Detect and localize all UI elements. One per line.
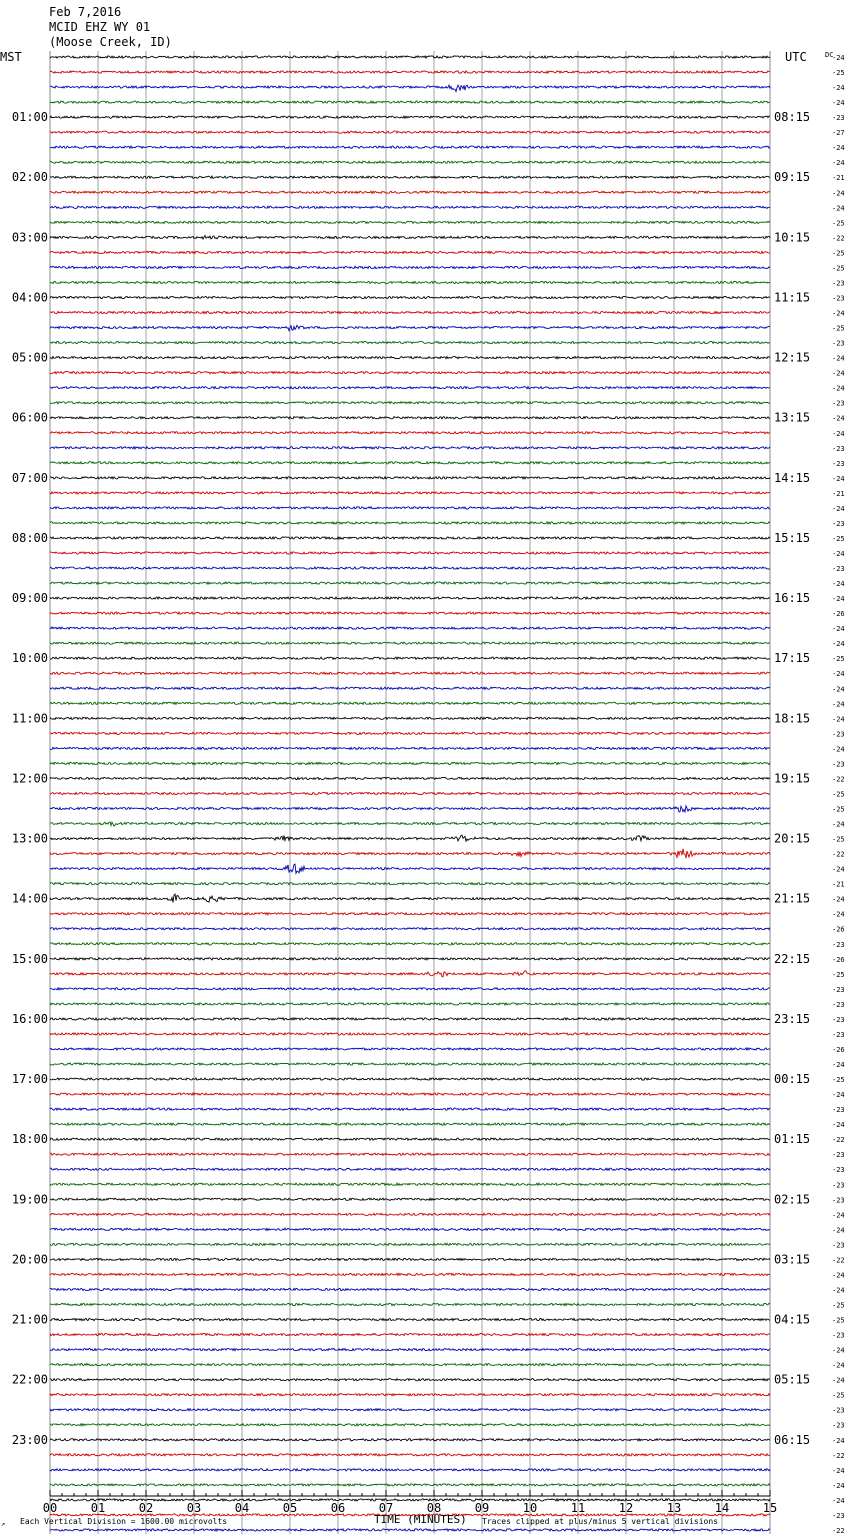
dc-offset-label: -23	[832, 1000, 845, 1009]
dc-offset-label: -24	[832, 354, 845, 363]
dc-offset-label: -25	[832, 790, 845, 799]
trace-row	[50, 1364, 770, 1366]
dc-offset-label: -24	[832, 1226, 845, 1235]
x-axis-title: TIME (MINUTES)	[374, 1513, 467, 1526]
trace-row	[50, 943, 770, 945]
dc-offset-label: -23	[832, 519, 845, 528]
trace-row	[50, 988, 770, 990]
trace-lines	[50, 56, 770, 1534]
trace-row	[50, 116, 770, 118]
dc-offset-label: -24	[832, 189, 845, 198]
dc-offset-label: -24	[832, 1481, 845, 1490]
dc-offset-label: -24	[832, 204, 845, 213]
dc-offset-label: -25	[832, 835, 845, 844]
trace-row	[50, 537, 770, 539]
x-tick-label: 11	[570, 1501, 586, 1515]
trace-row	[50, 281, 770, 283]
dc-offset-label: -24	[832, 144, 845, 153]
dc-offset-label: -24	[832, 1361, 845, 1370]
mst-hour-label: 04:00	[11, 290, 48, 305]
dc-offset-label: -24	[832, 99, 845, 108]
trace-row	[50, 1243, 770, 1245]
dc-offset-label: -25	[832, 1316, 845, 1325]
dc-offset-label: -24	[832, 474, 845, 483]
dc-offset-label: -24	[832, 1211, 845, 1220]
trace-row	[50, 522, 770, 524]
trace-row	[50, 1168, 770, 1170]
dc-offset-label: -23	[832, 294, 845, 303]
utc-hour-label: 15:15	[774, 530, 811, 545]
mst-hour-label: 22:00	[11, 1372, 48, 1387]
dc-offset-label: -26	[832, 1045, 845, 1054]
dc-offset-label: -23	[832, 279, 845, 288]
trace-row	[50, 311, 770, 313]
trace-row	[50, 1409, 770, 1411]
scale-note: Each Vertical Division = 1600.00 microvolts	[20, 1517, 228, 1526]
dc-offset-label: -23	[832, 1030, 845, 1039]
trace-row	[50, 236, 770, 240]
dc-offset-label: -23	[832, 985, 845, 994]
dc-offset-label: -23	[832, 1511, 845, 1520]
dc-offset-label: -24	[832, 414, 845, 423]
utc-hour-label: 19:15	[774, 771, 811, 786]
trace-row	[50, 687, 770, 689]
utc-hour-label: 13:15	[774, 410, 811, 425]
trace-row	[50, 1258, 770, 1260]
dc-offset-label: -22	[832, 234, 845, 243]
trace-row	[50, 206, 770, 208]
utc-hour-label: 01:15	[774, 1132, 811, 1147]
mst-hour-labels	[12, 110, 48, 1447]
dc-offset-label: -23	[832, 760, 845, 769]
dc-offset-label: -25	[832, 264, 845, 273]
grid-lines	[50, 51, 770, 1534]
utc-axis-label: UTC	[785, 50, 807, 64]
dc-offset-label: -22	[832, 1526, 845, 1534]
trace-row	[50, 1273, 770, 1275]
dc-label: DC	[825, 51, 834, 59]
trace-row	[50, 462, 770, 464]
mst-hour-label: 01:00	[11, 110, 48, 125]
trace-row	[50, 567, 770, 569]
trace-row	[50, 477, 770, 479]
dc-offset-label: -22	[832, 850, 845, 859]
utc-hour-label: 00:15	[774, 1072, 811, 1087]
dc-offset-label: -24	[832, 715, 845, 724]
trace-row	[50, 342, 770, 344]
dc-offset-label: -27	[832, 129, 845, 138]
dc-offset-label: -25	[832, 805, 845, 814]
dc-offset-label: -26	[832, 955, 845, 964]
mst-hour-label: 11:00	[11, 711, 48, 726]
dc-offset-label: -23	[832, 1151, 845, 1160]
trace-row	[50, 1213, 770, 1215]
dc-offset-label: -24	[832, 745, 845, 754]
trace-row	[50, 582, 770, 584]
trace-row	[50, 1138, 770, 1140]
trace-row	[50, 85, 770, 92]
trace-row	[50, 1424, 770, 1426]
dc-offset-label: -23	[832, 339, 845, 348]
trace-row	[50, 357, 770, 359]
trace-row	[50, 1454, 770, 1456]
dc-offset-label: -23	[832, 1181, 845, 1190]
utc-hour-label: 22:15	[774, 951, 811, 966]
x-tick-label: 05	[282, 1501, 298, 1515]
dc-offset-label: -26	[832, 610, 845, 619]
trace-row	[50, 1093, 770, 1095]
dc-offset-label: -23	[832, 1406, 845, 1415]
trace-row	[50, 1529, 770, 1531]
dc-offset-label: -24	[832, 84, 845, 93]
trace-row	[50, 1334, 770, 1336]
utc-hour-label: 20:15	[774, 831, 811, 846]
dc-offset-label: -25	[832, 69, 845, 78]
trace-row	[50, 928, 770, 930]
trace-row	[50, 372, 770, 374]
dc-offset-label: -26	[832, 925, 845, 934]
x-tick-label: 14	[714, 1501, 730, 1515]
mst-hour-label: 05:00	[11, 350, 48, 365]
trace-row	[50, 732, 770, 734]
trace-row	[50, 1183, 770, 1185]
dc-offset-label: -24	[832, 504, 845, 513]
dc-offset-label: -21	[832, 174, 845, 183]
dc-offset-label: -23	[832, 114, 845, 123]
utc-hour-label: 12:15	[774, 350, 811, 365]
header-block	[49, 5, 172, 49]
trace-row	[50, 387, 770, 389]
x-tick-label: 07	[378, 1501, 394, 1515]
utc-hour-label: 03:15	[774, 1252, 811, 1267]
trace-row	[50, 792, 770, 794]
mst-hour-label: 07:00	[11, 470, 48, 485]
dc-offset-label: -24	[832, 1091, 845, 1100]
header-station: MCID EHZ WY 01	[49, 20, 151, 34]
dc-offset-label: -24	[832, 1466, 845, 1475]
mst-axis-label: MST	[0, 50, 22, 64]
dc-offset-label: -23	[832, 565, 845, 574]
utc-hour-label: 05:15	[774, 1372, 811, 1387]
utc-hour-label: 16:15	[774, 591, 811, 606]
trace-row	[50, 822, 770, 826]
trace-row	[50, 835, 770, 841]
x-tick-label: 13	[666, 1501, 682, 1515]
utc-hour-label: 10:15	[774, 230, 811, 245]
utc-hour-label: 06:15	[774, 1432, 811, 1447]
x-tick-label: 09	[474, 1501, 490, 1515]
dc-offset-label: -23	[832, 399, 845, 408]
trace-row	[50, 1349, 770, 1351]
trace-row	[50, 1318, 770, 1320]
dc-offset-label: -24	[832, 640, 845, 649]
mst-hour-label: 21:00	[11, 1312, 48, 1327]
trace-row	[50, 221, 770, 223]
utc-hour-label: 21:15	[774, 891, 811, 906]
dc-offset-label: -23	[832, 730, 845, 739]
trace-row	[50, 913, 770, 915]
dc-offset-label: -22	[832, 775, 845, 784]
mst-hour-label: 19:00	[11, 1192, 48, 1207]
trace-row	[50, 627, 770, 629]
trace-row	[50, 1228, 770, 1230]
utc-hour-label: 17:15	[774, 651, 811, 666]
x-tick-label: 03	[186, 1501, 202, 1515]
header-location: (Moose Creek, ID)	[49, 35, 172, 49]
dc-offset-label: -24	[832, 595, 845, 604]
trace-row	[50, 266, 770, 268]
header-date: Feb 7,2016	[49, 5, 122, 19]
mst-hour-label: 12:00	[11, 771, 48, 786]
trace-row	[50, 131, 770, 133]
utc-hour-label: 08:15	[774, 110, 811, 125]
dc-offset-label: -24	[832, 1436, 845, 1445]
trace-row	[50, 1469, 770, 1471]
trace-row	[50, 1303, 770, 1305]
dc-offset-label: -24	[832, 1271, 845, 1280]
trace-row	[50, 1499, 770, 1501]
trace-row	[50, 432, 770, 434]
dc-offset-label: -24	[832, 309, 845, 318]
dc-offset-label: -23	[832, 1331, 845, 1340]
trace-row	[50, 612, 770, 614]
utc-hour-label: 18:15	[774, 711, 811, 726]
mst-hour-label: 15:00	[11, 951, 48, 966]
trace-row	[50, 597, 770, 599]
trace-row	[50, 1288, 770, 1290]
utc-hour-labels	[774, 110, 810, 1447]
trace-row	[50, 642, 770, 644]
dc-offset-label: -23	[832, 444, 845, 453]
utc-hour-label: 11:15	[774, 290, 811, 305]
trace-row	[50, 1048, 770, 1050]
x-tick-label: 12	[618, 1501, 634, 1515]
x-tick-label: 00	[42, 1501, 58, 1515]
dc-offset-label: -22	[832, 1136, 845, 1145]
mst-hour-label: 18:00	[11, 1132, 48, 1147]
dc-offset-label: -23	[832, 459, 845, 468]
trace-row	[50, 447, 770, 449]
trace-row	[50, 1439, 770, 1441]
dc-offset-label: -24	[832, 865, 845, 874]
trace-row	[50, 1123, 770, 1125]
trace-row	[50, 1018, 770, 1020]
trace-row	[50, 971, 770, 977]
utc-hour-label: 14:15	[774, 470, 811, 485]
dc-offset-label: -25	[832, 1391, 845, 1400]
dc-offset-label: -24	[832, 625, 845, 634]
mst-hour-label: 06:00	[11, 410, 48, 425]
dc-offset-label: -24	[832, 384, 845, 393]
mst-hour-label: 03:00	[11, 230, 48, 245]
dc-offset-label: -24	[832, 685, 845, 694]
trace-row	[50, 71, 770, 73]
dc-offset-label: -23	[832, 1106, 845, 1115]
dc-offset-labels	[832, 54, 845, 1534]
x-tick-label: 15	[762, 1501, 778, 1515]
dc-offset-label: -21	[832, 880, 845, 889]
x-axis	[43, 1490, 777, 1515]
dc-offset-label: -24	[832, 700, 845, 709]
trace-row	[50, 849, 770, 859]
trace-row	[50, 883, 770, 885]
x-tick-label: 08	[426, 1501, 442, 1515]
mst-hour-label: 16:00	[11, 1011, 48, 1026]
x-tick-label: 01	[90, 1501, 106, 1515]
mst-hour-label: 20:00	[11, 1252, 48, 1267]
trace-row	[50, 325, 770, 330]
trace-row	[50, 747, 770, 749]
trace-row	[50, 492, 770, 494]
dc-offset-label: -24	[832, 1286, 845, 1295]
dc-offset-label: -22	[832, 1451, 845, 1460]
dc-offset-label: -25	[832, 219, 845, 228]
x-tick-label: 04	[234, 1501, 250, 1515]
dc-offset-label: -25	[832, 970, 845, 979]
trace-row	[50, 894, 770, 902]
trace-row	[50, 717, 770, 719]
dc-offset-label: -23	[832, 1196, 845, 1205]
mst-hour-label: 10:00	[11, 651, 48, 666]
trace-row	[50, 191, 770, 193]
trace-row	[50, 672, 770, 674]
trace-row	[50, 1153, 770, 1155]
x-tick-label: 06	[330, 1501, 346, 1515]
trace-row	[50, 702, 770, 704]
utc-hour-label: 23:15	[774, 1011, 811, 1026]
dc-offset-label: -24	[832, 369, 845, 378]
dc-offset-label: -24	[832, 580, 845, 589]
dc-offset-label: -23	[832, 1015, 845, 1024]
trace-row	[50, 1078, 770, 1080]
utc-hour-label: 04:15	[774, 1312, 811, 1327]
dc-offset-label: -24	[832, 820, 845, 829]
dc-offset-label: -24	[832, 1061, 845, 1070]
trace-row	[50, 1108, 770, 1110]
trace-row	[50, 958, 770, 960]
dc-offset-label: -24	[832, 910, 845, 919]
mst-hour-label: 13:00	[11, 831, 48, 846]
mst-hour-label: 02:00	[11, 170, 48, 185]
utc-hour-label: 09:15	[774, 170, 811, 185]
mst-hour-label: 08:00	[11, 530, 48, 545]
dc-offset-label: -23	[832, 1241, 845, 1250]
trace-row	[50, 251, 770, 253]
trace-row	[50, 777, 770, 779]
dc-offset-label: -23	[832, 940, 845, 949]
mst-hour-label: 23:00	[11, 1432, 48, 1447]
dc-offset-label: -21	[832, 489, 845, 498]
trace-row	[50, 507, 770, 509]
dc-offset-label: -25	[832, 324, 845, 333]
trace-row	[50, 806, 770, 812]
dc-offset-label: -25	[832, 534, 845, 543]
dc-offset-label: -22	[832, 1256, 845, 1265]
trace-row	[50, 1484, 770, 1486]
trace-row	[50, 762, 770, 764]
corner-mark: ↗	[1, 1520, 6, 1528]
trace-row	[50, 552, 770, 554]
utc-hour-label: 02:15	[774, 1192, 811, 1207]
trace-row	[50, 1198, 770, 1200]
trace-row	[50, 657, 770, 659]
trace-row	[50, 296, 770, 298]
trace-row	[50, 1379, 770, 1381]
trace-row	[50, 56, 770, 58]
dc-offset-label: -24	[832, 429, 845, 438]
dc-offset-label: -25	[832, 655, 845, 664]
dc-offset-label: -24	[832, 1121, 845, 1130]
mst-hour-label: 17:00	[11, 1072, 48, 1087]
trace-row	[50, 176, 770, 178]
mst-hour-label: 09:00	[11, 591, 48, 606]
trace-row	[50, 402, 770, 404]
dc-offset-label: -25	[832, 249, 845, 258]
trace-row	[50, 417, 770, 419]
trace-row	[50, 1063, 770, 1065]
dc-offset-label: -23	[832, 1421, 845, 1430]
trace-row	[50, 146, 770, 148]
dc-offset-label: -25	[832, 1076, 845, 1085]
dc-offset-label: -23	[832, 1166, 845, 1175]
dc-offset-label: -24	[832, 54, 845, 62]
dc-offset-label: -24	[832, 1346, 845, 1355]
trace-row	[50, 864, 770, 873]
trace-row	[50, 1033, 770, 1035]
trace-row	[50, 1394, 770, 1396]
dc-offset-label: -24	[832, 549, 845, 558]
dc-offset-label: -24	[832, 159, 845, 168]
dc-offset-label: -24	[832, 1376, 845, 1385]
mst-hour-label: 14:00	[11, 891, 48, 906]
trace-row	[50, 101, 770, 103]
dc-offset-label: -24	[832, 1496, 845, 1505]
dc-offset-label: -24	[832, 670, 845, 679]
trace-row	[50, 161, 770, 163]
clip-note: Traces clipped at plus/minus 5 vertical divisions	[482, 1517, 719, 1526]
trace-row	[50, 1003, 770, 1005]
x-tick-label: 10	[522, 1501, 538, 1515]
dc-offset-label: -25	[832, 1301, 845, 1310]
x-tick-label: 02	[138, 1501, 154, 1515]
dc-offset-label: -24	[832, 895, 845, 904]
